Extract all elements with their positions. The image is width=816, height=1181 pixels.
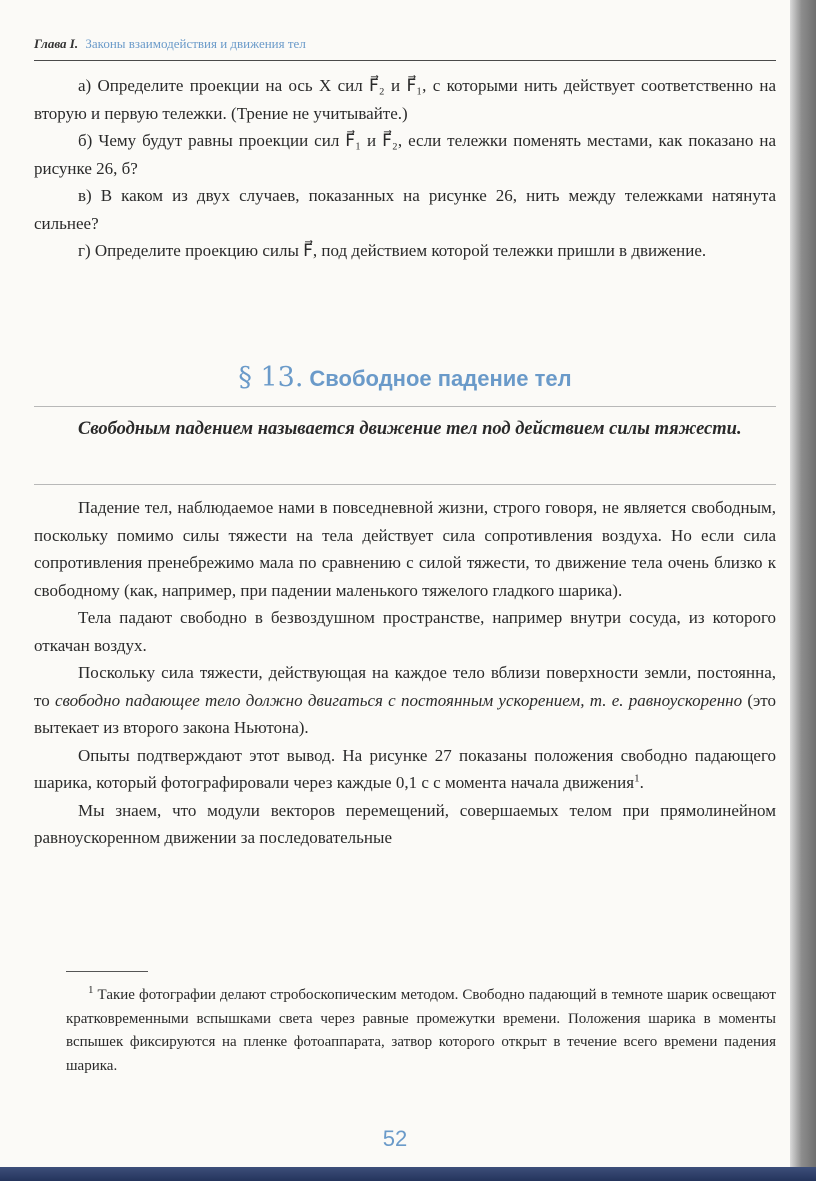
header-rule xyxy=(34,60,776,61)
footnote-text xyxy=(66,984,776,1078)
page-number: 52 xyxy=(382,1126,408,1151)
section-title: Свободное падение тел xyxy=(309,366,572,391)
paragraph-3-end: (это вытекает из второго закона Ньютона). xyxy=(34,690,776,737)
paragraph-2: Тела падают свободно в безвоздушном пространстве, например внутри сосуда, из которого откачан воздух. xyxy=(34,608,776,655)
section-rule-bottom xyxy=(34,484,776,485)
chapter-label: Глава I. xyxy=(34,36,79,51)
section-heading xyxy=(34,362,776,398)
paragraph-4-text: Опыты подтверждают этот вывод. На рисунке 27 показаны положения свободно падающего шарика, который фотографировали через каждые 0,1 с с момента начала движения xyxy=(34,745,776,792)
footnote-body: Такие фотографии делают стробоскопическим методом. Свободно падающий в темноте шарик освещают кратковременными вспышками света через равные промежутки времени. Положения шарика в моменты вспышек фиксируются на пленке фотоаппарата, затвор которого открыт в течение всего времени падения шарика. xyxy=(66,987,776,1074)
footnote-reference: 1 xyxy=(634,772,640,785)
book-spine-shadow xyxy=(790,0,816,1181)
paragraph-3 xyxy=(34,659,776,742)
section-number: § 13. xyxy=(238,362,304,393)
exercise-item-d: г) Определите проекцию силы F⃗, под действием которой тележки пришли в движение. xyxy=(78,241,707,260)
footnote xyxy=(66,984,776,1078)
definition-text: Свободным падением называется движение тел под действием силы тяжести. xyxy=(78,419,742,439)
paragraph-3-emphasis: свободно падающее тело должно двигаться с постоянным ускорением, т. е. равноускоренно xyxy=(54,690,743,710)
exercise-item-c: в) В каком из двух случаев, показанных на рисунке 26, нить между тележками натянута сильнее? xyxy=(34,186,776,233)
paragraph-4 xyxy=(34,742,776,797)
exercise-item-b: б) Чему будут равны проекции сил F⃗₁ и F⃗₂, если тележки поменять местами, как показано на рисунке 26, б? xyxy=(34,131,776,178)
running-header xyxy=(34,36,776,58)
exercise-item-a: а) Определите проекции на ось X сил F⃗₂ и F⃗₁, с которыми нить действует соответственно на вторую и первую тележки. (Трение не учитывайте.) xyxy=(34,76,776,123)
section-rule-top xyxy=(34,406,776,407)
paragraph-5: Мы знаем, что модули векторов перемещений, совершаемых телом при прямолинейном равноускоренном движении за последовательные xyxy=(34,800,776,847)
body-text xyxy=(34,494,776,852)
page-edge-band xyxy=(0,1167,816,1181)
paragraph-1: Падение тел, наблюдаемое нами в повседневной жизни, строго говоря, не является свободным, поскольку помимо силы тяжести на тела действует сила сопротивления воздуха. Но если сила сопротивления пренебрежимо мала по сравнению с силой тяжести, то движение тела очень близко к свободному (как, например, при падении маленького тяжелого гладкого шарика). xyxy=(34,498,776,600)
footnote-mark: 1 xyxy=(88,984,94,996)
footnote-rule xyxy=(66,971,148,972)
exercise-block xyxy=(34,72,776,265)
paragraph-3-start: Поскольку сила тяжести, действующая на каждое тело вблизи поверхности земли, постоянна, то xyxy=(34,663,776,710)
chapter-title: Законы взаимодействия и движения тел xyxy=(85,36,306,51)
paragraph-4-end: . xyxy=(639,773,644,792)
